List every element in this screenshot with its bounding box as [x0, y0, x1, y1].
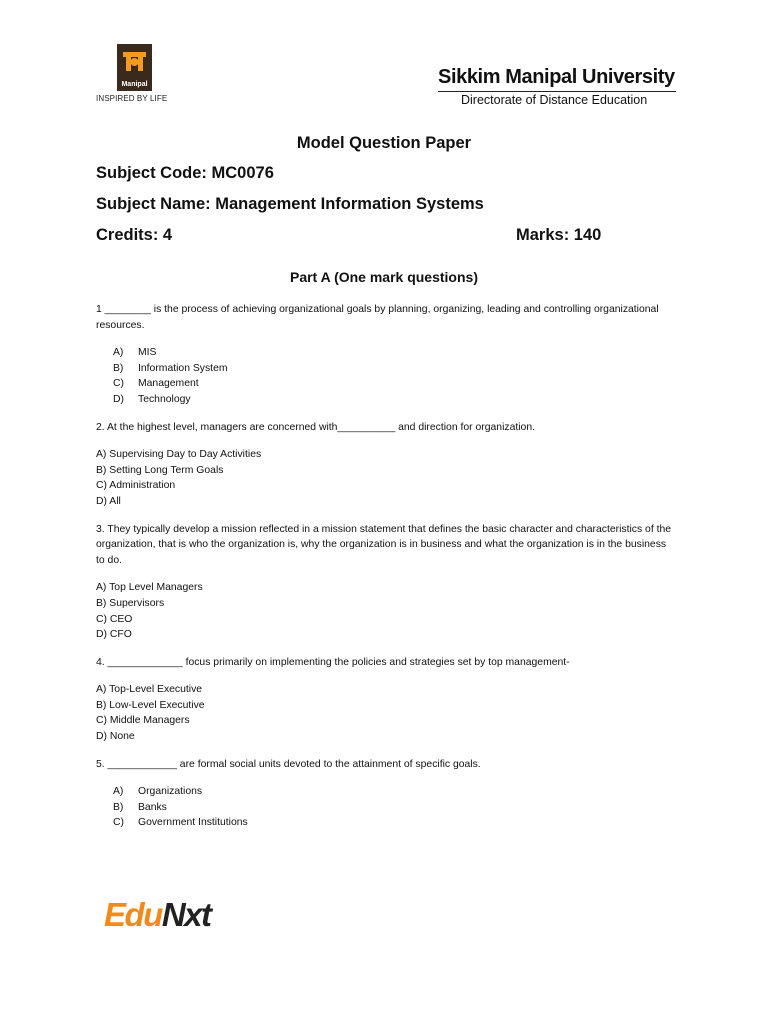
option-text: Management: [138, 378, 199, 390]
option-letter: C): [113, 378, 124, 390]
option-list: [96, 447, 676, 509]
question-list: [96, 302, 676, 843]
subject-name: Subject Name: Management Information Systems: [96, 195, 484, 213]
option-letter: D): [96, 731, 107, 743]
question-2: [96, 420, 676, 510]
directorate-name: Directorate of Distance Education: [461, 93, 648, 107]
option-letter: A): [113, 347, 124, 359]
option-letter: D): [113, 393, 124, 405]
option-d: [96, 627, 676, 643]
option-text: Information System: [138, 362, 228, 374]
option-b: [113, 800, 676, 816]
option-a: [96, 580, 676, 596]
option-text: Setting Long Term Goals: [109, 464, 224, 476]
option-text: CEO: [109, 613, 133, 625]
option-letter: A): [96, 449, 107, 461]
option-letter: B): [96, 464, 107, 476]
option-a: [113, 784, 676, 800]
option-letter: C): [96, 480, 107, 492]
option-c: [96, 713, 676, 729]
logo-edu-text: Edu: [104, 896, 162, 933]
option-c: [113, 376, 676, 392]
option-d: [113, 392, 676, 408]
option-text: Supervising Day to Day Activities: [109, 449, 262, 461]
option-letter: C): [96, 715, 107, 727]
question-text: 1 ________ is the process of achieving organizational goals by planning, organizing, leading and controlling organizational resources.: [96, 304, 659, 331]
option-b: [96, 596, 676, 612]
paper-title: Model Question Paper: [296, 134, 472, 152]
header-divider: [438, 91, 676, 92]
logo-name: Manipal: [121, 81, 148, 88]
manipal-emblem-icon: [117, 44, 152, 91]
option-d: [96, 729, 676, 745]
question-text: 4. _____________ focus primarily on implementing the policies and strategies set by top management-: [96, 656, 570, 668]
option-b: [113, 361, 676, 377]
option-text: Organizations: [138, 786, 203, 798]
option-text: Middle Managers: [109, 715, 190, 727]
logo-nxt-text: Nxt: [161, 896, 211, 933]
option-letter: B): [113, 362, 124, 374]
option-letter: A): [96, 582, 107, 594]
option-letter: D): [96, 629, 107, 641]
option-a: [96, 682, 676, 698]
university-name: Sikkim Manipal University: [438, 66, 675, 88]
question-5: [96, 757, 676, 831]
question-text: 2. At the highest level, managers are concerned with__________ and direction for organization.: [96, 421, 536, 433]
option-letter: C): [113, 817, 124, 829]
option-text: All: [109, 495, 121, 507]
option-text: CFO: [109, 629, 132, 641]
option-text: Top Level Managers: [109, 582, 203, 594]
option-text: Government Institutions: [138, 817, 248, 829]
question-4: [96, 655, 676, 745]
option-b: [96, 463, 676, 479]
option-list: [96, 682, 676, 744]
option-text: None: [109, 731, 135, 743]
option-list: [96, 580, 676, 642]
option-list: [96, 345, 676, 407]
option-letter: B): [113, 801, 124, 813]
question-text: 3. They typically develop a mission reflected in a mission statement that defines the basic character and characteristics of the organization, that is who the organization is, why the organization is in business and what the organization is in the business to do.: [96, 523, 672, 566]
marks: Marks: 140: [516, 226, 602, 244]
option-text: Technology: [138, 393, 191, 405]
option-letter: B): [96, 597, 107, 609]
option-letter: A): [96, 684, 107, 696]
part-title: Part A (One mark questions): [289, 269, 478, 285]
option-c: [96, 612, 676, 628]
option-letter: A): [113, 786, 124, 798]
option-text: Top-Level Executive: [109, 684, 203, 696]
option-d: [96, 494, 676, 510]
manipal-logo: [96, 44, 176, 106]
option-a: [113, 345, 676, 361]
option-letter: B): [96, 699, 107, 711]
edunxt-logo: [104, 896, 211, 934]
option-text: Supervisors: [109, 597, 165, 609]
question-text: 5. ____________ are formal social units devoted to the attainment of specific goals.: [96, 758, 481, 770]
question-1: [96, 302, 676, 408]
logo-tagline: INSPIRED BY LIFE: [96, 94, 168, 103]
option-list: [96, 784, 676, 831]
option-letter: D): [96, 495, 107, 507]
option-text: MIS: [138, 347, 157, 359]
option-c: [96, 478, 676, 494]
option-text: Banks: [138, 801, 167, 813]
credits: Credits: 4: [96, 226, 173, 244]
option-letter: C): [96, 613, 107, 625]
subject-code: Subject Code: MC0076: [96, 164, 274, 182]
option-text: Administration: [109, 480, 176, 492]
option-a: [96, 447, 676, 463]
option-b: [96, 698, 676, 714]
option-text: Low-Level Executive: [109, 699, 205, 711]
question-3: [96, 522, 676, 643]
option-c: [113, 815, 676, 831]
